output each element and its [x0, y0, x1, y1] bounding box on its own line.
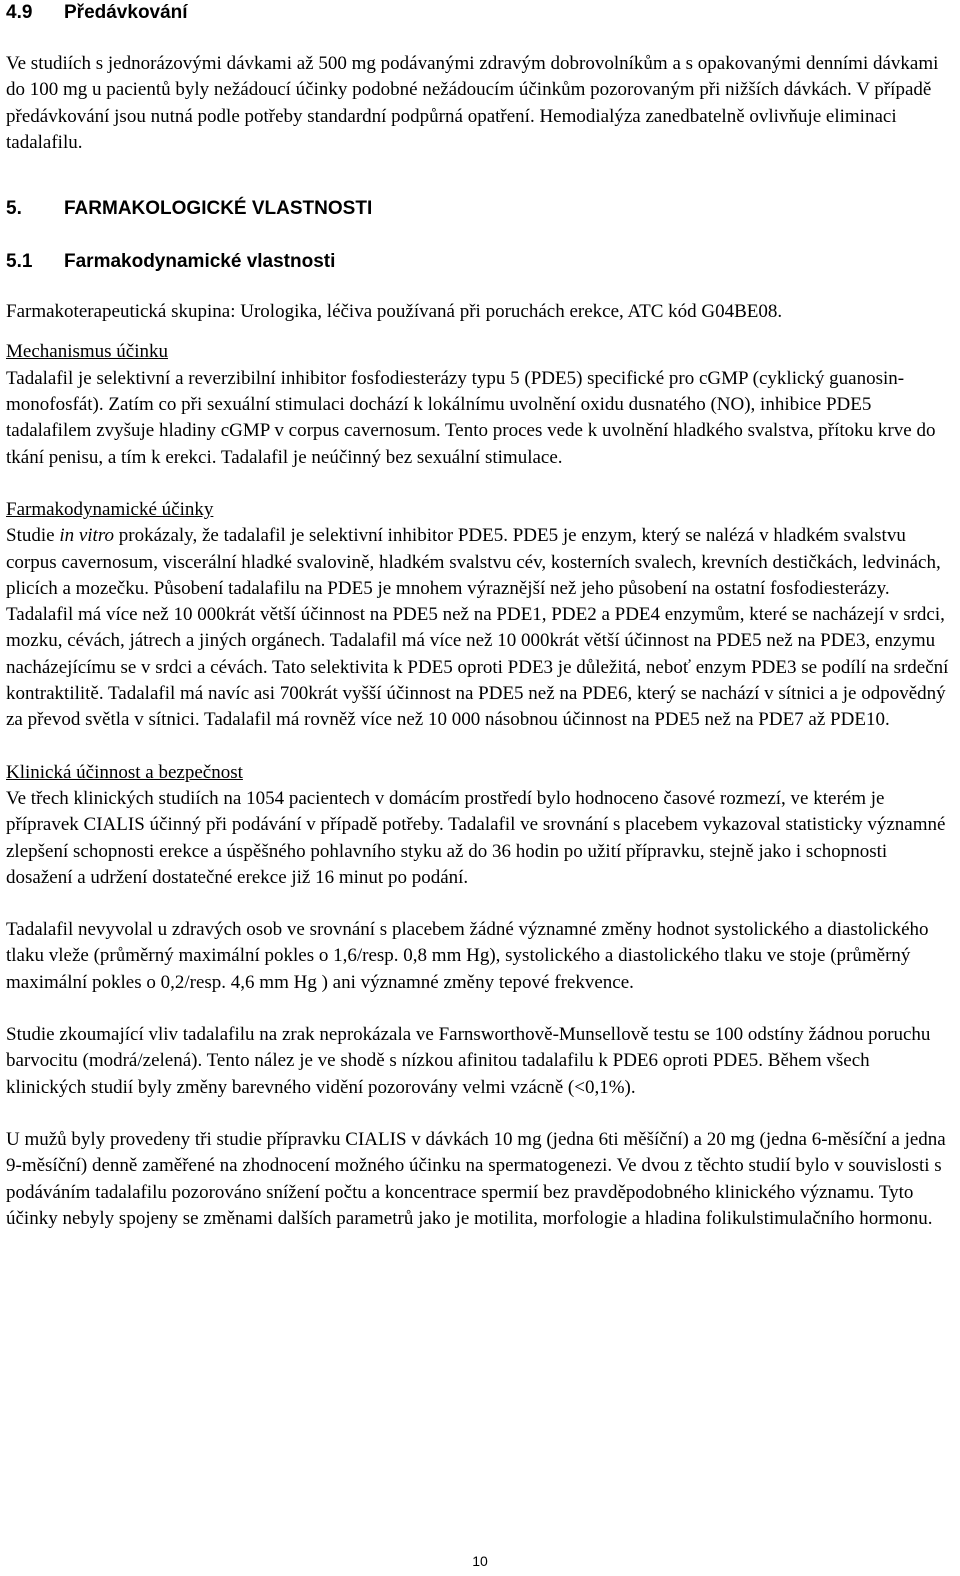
section-title: Farmakodynamické vlastnosti: [64, 251, 336, 273]
section-number: 4.9: [6, 2, 33, 23]
effects-text-rest: prokázaly, že tadalafil je selektivní inhibitor PDE5. PDE5 je enzym, který se nalézá v hladkém svalstvu corpus cavernosum, viscerální hladké svalovině, hladkém svalstvu cév, kosterních svalech, krevních destičkách, ledvinách, plicích a mozečku. Působení tadalafilu na PDE5 je mnohem výraznější než jeho působení na ostatní fosfodiesterázy. Tadalafil má více než 10 000krát větší účinnost na PDE5 než na PDE1, PDE2 a PDE4 enzymům, které se nacházejí v srdci, mozku, cévách, játrech a jiných orgánech. Tadalafil má více než 10 000krát větší účinnost na PDE5 než na PDE3, enzymu nacházejícímu se v srdci a cévách. Tato selektivita k PDE5 oproti PDE3 je důležitá, neboť enzym PDE3 se podílí na srdeční kontraktilitě. Tadalafil má navíc asi 700krát vyšší účinnost na PDE5 než na PDE6, který se nachází v sítnici a je odpovědný za převod světla v sítnici. Tadalafil má rovněž více než 10 000 násobnou účinnost na PDE5 než na PDE7 až PDE10.: [6, 525, 949, 731]
section-number: 5.: [6, 198, 22, 220]
page-number: 10: [472, 1553, 488, 1569]
clinical-paragraph-4: U mužů byly provedeny tři studie přípravku CIALIS v dávkách 10 mg (jedna 6ti měšíční) a 20 mg (jedna 6-měsíční a jedna 9-měsíční) denně zaměřené na zhodnocení možného účinku na spermatogenezi. Ve dvou z těchto studií bylo v souvislosti s podáváním tadalafilu pozorováno snížení počtu a koncentrace spermií bez pravděpodobného klinického významu. Tyto účinky nebyly spojeny se změnami dalších parametrů jako je motilita, morfologie a hladina folikulstimulačního hormonu.: [6, 1128, 946, 1229]
section-number: 5.1: [6, 251, 33, 273]
section-title: FARMAKOLOGICKÉ VLASTNOSTI: [64, 198, 373, 220]
mechanism-paragraph: Tadalafil je selektivní a reverzibilní inhibitor fosfodiesterázy typu 5 (PDE5) specifické pro cGMP (cyklický guanosin-monofosfát). Zatím co při sexuální stimulaci dochází k lokálnímu uvolnění oxidu dusnatého (NO), inhibice PDE5 tadalafilem zvyšuje hladiny cGMP v corpus cavernosum. Tento proces vede k uvolnění hladkého svalstva, přítoku krve do tkání penisu, a tím k erekci. Tadalafil je neúčinný bez sexuální stimulace.: [6, 367, 936, 468]
section-4-9-heading: [6, 0, 952, 26]
clinical-paragraph-2: Tadalafil nevyvolal u zdravých osob ve srovnání s placebem žádné významné změny hodnot systolického a diastolického tlaku vleže (průměrný maximální pokles o 1,6/resp. 0,8 mm Hg), systolického a diastolického tlaku ve stoje (průměrný maximální pokles o 0,2/resp. 4,6 mm Hg ) ani významné změny tepové frekvence.: [6, 919, 929, 993]
clinical-paragraph-3: Studie zkoumající vliv tadalafilu na zrak neprokázala ve Farnsworthově-Munsellově testu se 100 odstíny žádnou poruchu barvocitu (modrá/zelená). Tento nález je ve shodě s nízkou afinitou tadalafilu k PDE6 oproti PDE5. Během všech klinických studií byly změny barevného vidění pozorovány velmi vzácně (<0,1%).: [6, 1024, 931, 1098]
document-page: [6, 0, 952, 1232]
atc-paragraph: Farmakoterapeutická skupina: Urologika, léčiva používaná při poruchách erekce, ATC kód G04BE08.: [6, 301, 783, 323]
effects-heading: Farmakodynamické účinky: [6, 498, 214, 520]
clinical-heading: Klinická účinnost a bezpečnost: [6, 761, 243, 783]
section-5-heading: [6, 196, 952, 222]
effects-text-start: Studie: [6, 525, 60, 547]
overdose-paragraph: Ve studiích s jednorázovými dávkami až 500 mg podávanými zdravým dobrovolníkům a s opakovanými denními dávkami do 100 mg u pacientů byly nežádoucí účinky podobné nežádoucím účinkům pozorovaným při nižších dávkách. V případě předávkování jsou nutná podle potřeby standardní podpůrná opatření. Hemodialýza zanedbatelně ovlivňuje eliminaci tadalafilu.: [6, 53, 939, 153]
effects-paragraph: [6, 523, 952, 733]
mechanism-heading: Mechanismus účinku: [6, 341, 169, 363]
section-title: Předávkování: [64, 2, 188, 23]
effects-text-italic: in vitro: [59, 525, 115, 547]
section-5-1-heading: [6, 249, 952, 275]
clinical-paragraph-1: Ve třech klinických studiích na 1054 pacientech v domácím prostředí bylo hodnoceno časové rozmezí, ve kterém je přípravek CIALIS účinný při podávání v případě potřeby. Tadalafil ve srovnání s placebem vykazoval statisticky významné zlepšení schopnosti erekce a úspěšného pohlavního styku až do 36 hodin po užití přípravku, stejně jako i schopnosti dosažení a udržení dostatečné erekce již 16 minut po podání.: [6, 787, 946, 888]
